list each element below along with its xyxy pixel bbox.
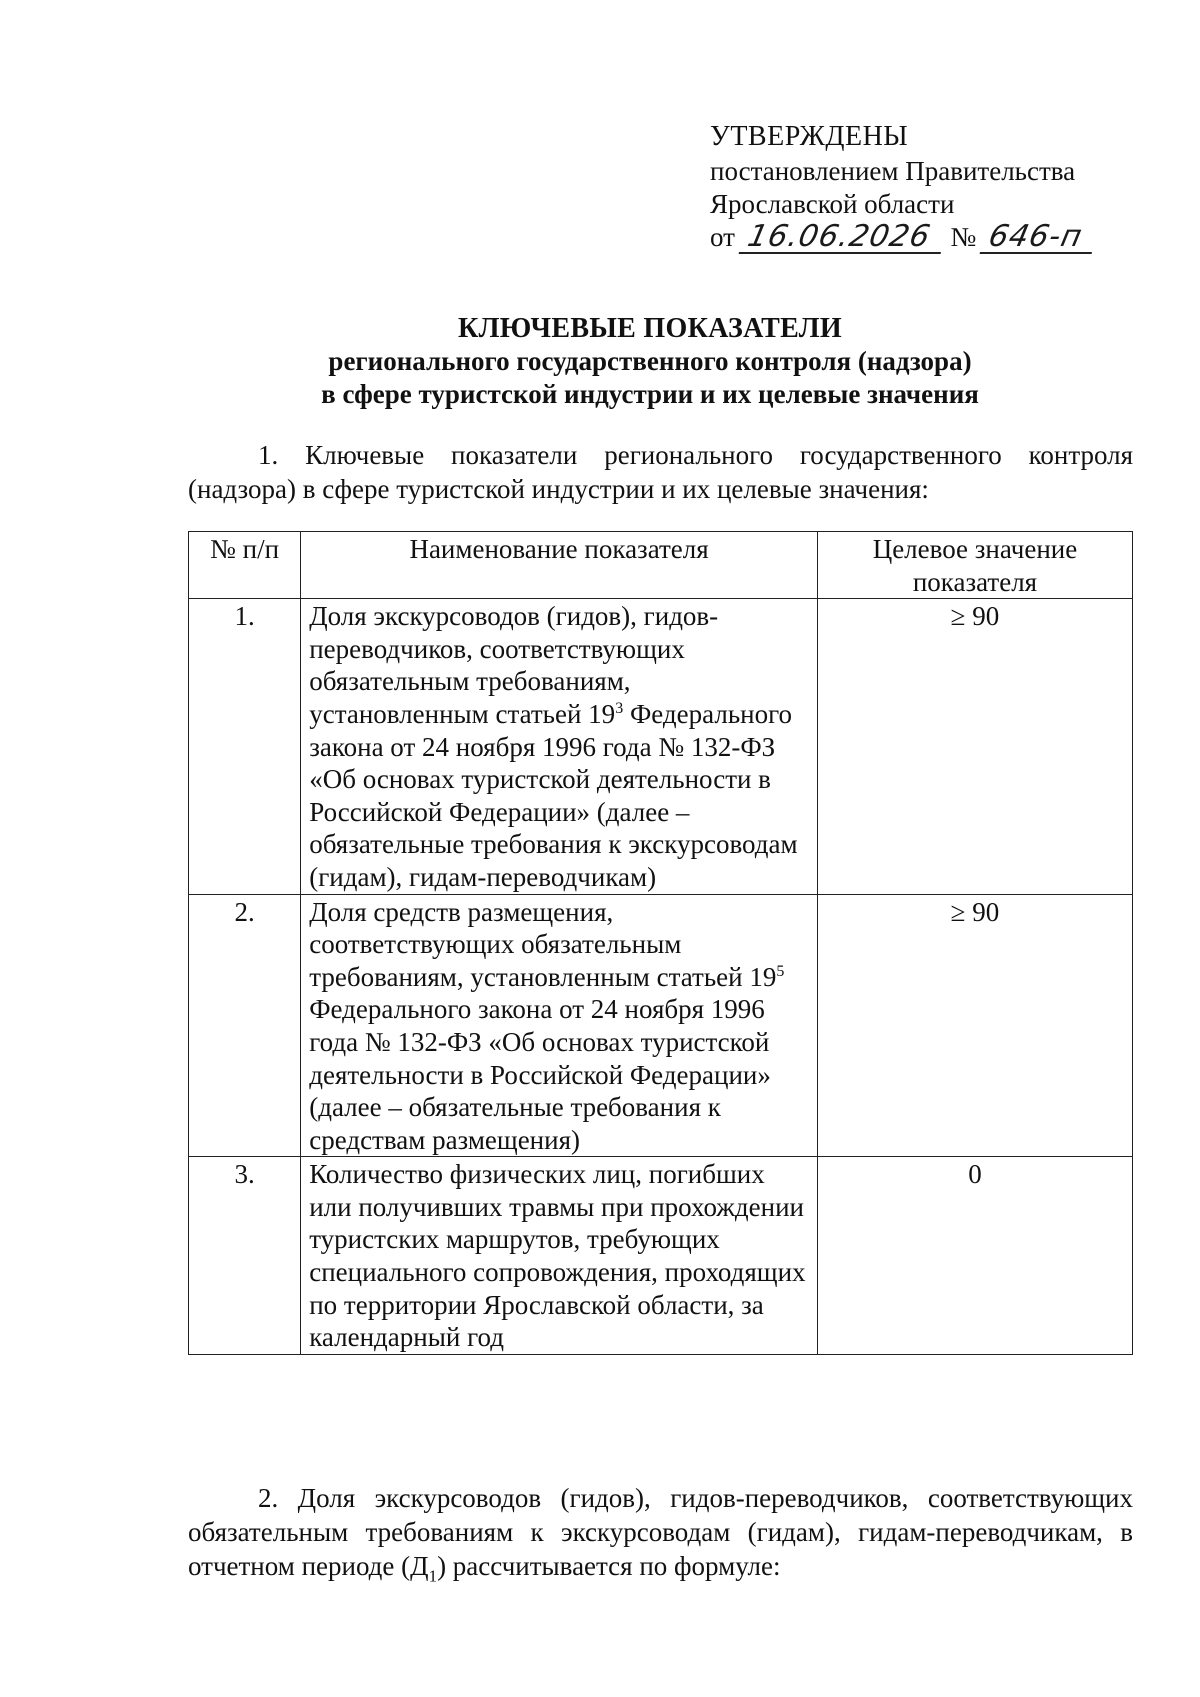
- number-prefix: №: [950, 222, 977, 252]
- row-value: ≥ 90: [817, 894, 1132, 1157]
- row-num: 3.: [189, 1157, 301, 1355]
- paragraph-1: 1. Ключевые показатели регионального государственного контроля (надзора) в сфере туристской индустрии и их целевые значения:: [188, 440, 1133, 504]
- row-name-text-cont: Федерального закона от 24 ноября 1996 года № 132-ФЗ «Об основах туристской деятельности в Российской Федерации» (далее – обязательные требования к средствам размещения): [309, 994, 771, 1155]
- paragraph-2: [188, 1481, 1133, 1586]
- row-name-superscript: 5: [776, 962, 785, 980]
- row-name-text: Количество физических лиц, погибших или получивших травмы при прохождении туристских маршрутов, требующих специального сопровождения, проходящих по территории Ярославской области, за календарный год: [309, 1159, 806, 1353]
- header-name: Наименование показателя: [301, 532, 818, 599]
- row-value: ≥ 90: [817, 599, 1132, 894]
- date-prefix: от: [710, 222, 735, 252]
- row-num: 2.: [189, 894, 301, 1157]
- row-name-text: Доля средств размещения, соответствующих обязательным требованиям, установленным статьей 19: [309, 896, 777, 992]
- paragraph-2-subscript: 1: [428, 1566, 438, 1586]
- header-value: Целевое значение показателя: [817, 532, 1132, 599]
- paragraph-2-text-cont: ) рассчитывается по формуле:: [437, 1551, 781, 1581]
- row-name: [301, 1157, 818, 1355]
- row-name-text: Доля экскурсоводов (гидов), гидов-переводчиков, соответствующих обязательным требованиям, установленным статьей 19: [309, 601, 719, 729]
- header-num: № п/п: [189, 532, 301, 599]
- approval-line-2: Ярославской области: [710, 189, 955, 219]
- approval-heading: УТВЕРЖДЕНЫ: [710, 121, 909, 152]
- paragraph-2-text: 2. Доля экскурсоводов (гидов), гидов-переводчиков, соответствующих обязательным требованиям к экскурсоводам (гидам), гидам-переводчикам, в отчетном периоде (Д: [188, 1483, 1133, 1581]
- title-main: КЛЮЧЕВЫЕ ПОКАЗАТЕЛИ: [458, 313, 842, 344]
- row-value: 0: [817, 1157, 1132, 1355]
- table-header-row: [189, 532, 1133, 599]
- row-name-text-cont: Федерального закона от 24 ноября 1996 года № 132-ФЗ «Об основах туристской деятельности в Российской Федерации» (далее – обязательные требования к экскурсоводам (гидам), гидам-переводчикам): [309, 698, 798, 892]
- row-name-superscript: 3: [615, 699, 624, 717]
- table-row: [189, 894, 1133, 1157]
- row-num: 1.: [189, 599, 301, 894]
- title-line-2: регионального государственного контроля (надзора): [328, 346, 972, 376]
- table-row: [189, 599, 1133, 894]
- row-name: [301, 599, 818, 894]
- document-title: [150, 312, 1150, 411]
- handwritten-date: 16.06.2026: [738, 222, 947, 254]
- handwritten-number: 646-п: [980, 222, 1099, 254]
- row-name: [301, 894, 818, 1157]
- approval-block: [710, 120, 1140, 254]
- kpi-table: [188, 531, 1133, 1355]
- table-row: [189, 1157, 1133, 1355]
- title-line-3: в сфере туристской индустрии и их целевые значения: [321, 379, 979, 409]
- approval-line-1: постановлением Правительства: [710, 156, 1076, 186]
- approval-date-line: [710, 221, 1140, 254]
